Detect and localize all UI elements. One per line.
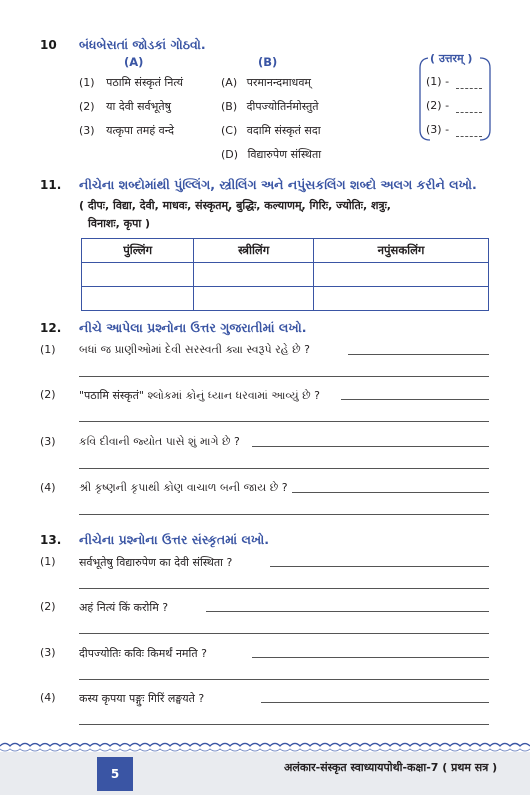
- table-cell[interactable]: [82, 287, 194, 311]
- q12-title: નીચે આપેલા પ્રશ્નોના ઉત્તર ગુજરાતીમાં લખો.: [79, 320, 307, 335]
- q13-item-number: (1): [40, 555, 56, 568]
- answer-slot: (3) -: [426, 123, 450, 136]
- q12-item-number: (3): [40, 435, 56, 448]
- answer-line[interactable]: [252, 657, 489, 658]
- footer-book-title: अलंकार-संस्कृत स्वाध्यायपोथी-कक्षा-7 ( प्रथम सत्र ): [284, 761, 498, 774]
- q12-item-number: (4): [40, 481, 56, 494]
- q13-number: 13.: [40, 533, 62, 547]
- q12-item-text: બધાં જ પ્રાણીઓમાં દેવી સરસ્વતી ક્યા સ્વરૂપે રહે છે ?: [79, 343, 310, 356]
- q10-a-item: (3) यत्कृपा तमहं वन्दे: [79, 124, 175, 137]
- answer-slot-line[interactable]: [456, 112, 482, 113]
- q11-number: 11.: [40, 178, 62, 192]
- q12-item-text: "पठामि संस्कृतं" શ્લોકમાં કોનું ધ્યાન ધરવામાં આવ્યું છે ?: [79, 389, 320, 402]
- answer-line[interactable]: [270, 566, 489, 567]
- answer-slot-line[interactable]: [456, 88, 482, 89]
- q10-a-item: (2) या देवी सर्वभूतेषु: [79, 100, 172, 113]
- q11-words-line1: ( दीपः, विद्या, देवी, माधवः, संस्कृतम्, बुद्धिः, कल्याणम्, गिरिः, ज्योतिः, शत्रुः,: [79, 199, 391, 212]
- q10-title: બંધબેસતાં જોડકાં ગોઠવો.: [79, 37, 206, 52]
- answer-line[interactable]: [79, 468, 489, 469]
- table-cell[interactable]: [194, 263, 314, 287]
- answer-line[interactable]: [79, 376, 489, 377]
- answer-slot: (1) -: [426, 75, 450, 88]
- q10-col-b-head: (B): [258, 55, 278, 69]
- q12-number: 12.: [40, 321, 62, 335]
- answer-line[interactable]: [79, 588, 489, 589]
- table-row: [82, 287, 489, 311]
- answer-line[interactable]: [261, 702, 489, 703]
- q13-item-text: अहं नित्यं किं करोमि ?: [79, 601, 169, 614]
- table-cell[interactable]: [194, 287, 314, 311]
- q10-b-item: (B) दीपज्योतिर्नमोस्तुते: [221, 100, 319, 113]
- q12-item-number: (2): [40, 388, 56, 401]
- q10-number: 10: [40, 38, 57, 52]
- answer-slot: (2) -: [426, 99, 450, 112]
- q10-b-item: (A) परमानन्दमाधवम्: [221, 76, 312, 89]
- table-header-neuter: नपुंसकलिंग: [314, 239, 489, 263]
- q13-item-number: (4): [40, 691, 56, 704]
- q10-a-item: (1) पठामि संस्कृतं नित्यं: [79, 76, 183, 89]
- answer-line[interactable]: [292, 492, 489, 493]
- q10-b-item: (C) वदामि संस्कृतं सदा: [221, 124, 321, 137]
- table-header-feminine: स्त्रीलिंग: [194, 239, 314, 263]
- q10-col-a-head: (A): [124, 55, 144, 69]
- answer-line[interactable]: [206, 611, 489, 612]
- answer-box-heading: ( उत्तरम् ): [430, 52, 473, 65]
- q12-item-text: કવિ દીવાની જ્યોત પાસે શું માગે છે ?: [79, 435, 240, 448]
- answer-slot-line[interactable]: [456, 136, 482, 137]
- table-cell[interactable]: [82, 263, 194, 287]
- table-header-row: [82, 239, 489, 263]
- q13-item-number: (2): [40, 600, 56, 613]
- answer-line[interactable]: [79, 724, 489, 725]
- table-header-masculine: पुंल्लिंग: [82, 239, 194, 263]
- answer-line[interactable]: [79, 633, 489, 634]
- q13-item-text: दीपज्योतिः कविः किमर्थं नमति ?: [79, 647, 207, 660]
- q13-item-text: कस्य कृपया पङ्गुः गिरिं लङ्घयते ?: [79, 692, 205, 705]
- table-row: [82, 263, 489, 287]
- answer-line[interactable]: [341, 399, 489, 400]
- answer-line[interactable]: [79, 514, 489, 515]
- q10-b-item: (D) विद्यारुपेण संस्थिता: [221, 148, 322, 161]
- q13-title: નીચેના પ્રશ્નોના ઉત્તર સંસ્કૃતમાં લખો.: [79, 532, 270, 547]
- q12-item-number: (1): [40, 343, 56, 356]
- answer-line[interactable]: [252, 446, 489, 447]
- answer-line[interactable]: [348, 354, 489, 355]
- answer-line[interactable]: [79, 421, 489, 422]
- table-cell[interactable]: [314, 263, 489, 287]
- q12-item-text: શ્રી કૃષ્ણની કૃપાથી કોણ વાચાળ બની જાય છે ?: [79, 481, 288, 494]
- gender-table: [81, 238, 489, 311]
- q11-words-line2: विनाशः, कृपा ): [88, 217, 151, 230]
- q13-item-text: सर्वभूतेषु विद्यारुपेण का देवी संस्थिता ?: [79, 556, 233, 569]
- q11-title: નીચેના શબ્દોમાંથી પુંલ્લિંગ, સ્ત્રીલિંગ અને નપુંસકલિંગ શબ્દો અલગ કરીને લખો.: [79, 177, 477, 192]
- page-number: 5: [97, 757, 133, 791]
- table-cell[interactable]: [314, 287, 489, 311]
- answer-line[interactable]: [79, 679, 489, 680]
- q13-item-number: (3): [40, 646, 56, 659]
